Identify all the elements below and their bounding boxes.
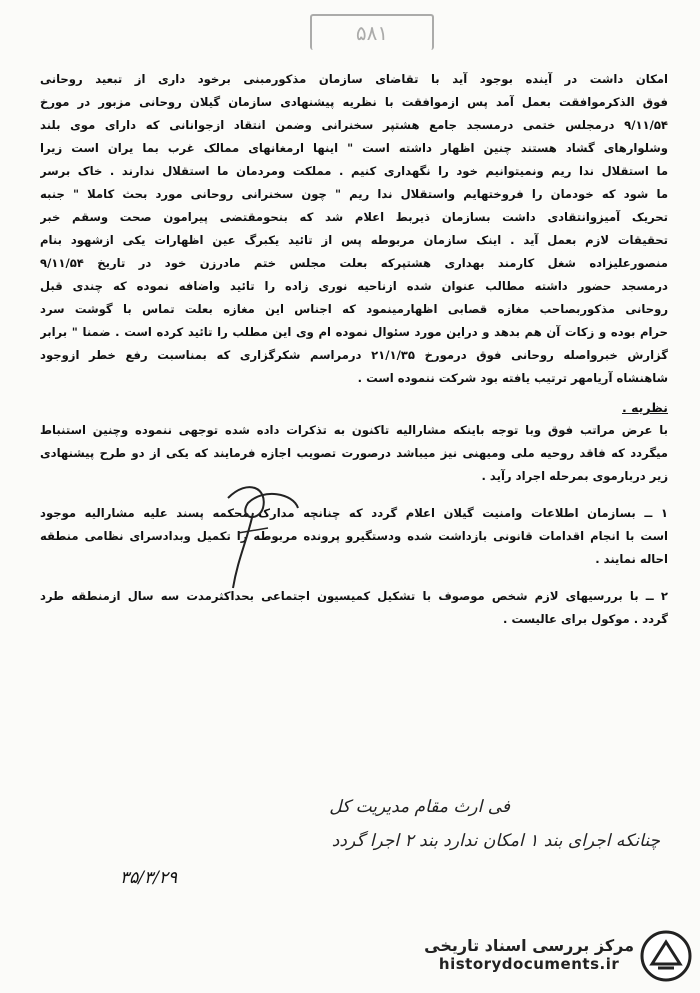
body-line: منصورعلیزاده شغل کارمند بهداری هشتپرکه بعلت مجلس ختم مادرزن خود در تاریخ ۹/۱۱/۵۴ (40, 256, 668, 270)
proposal-line: احاله نمایند . (595, 552, 668, 566)
body-line: تحقیقات لازم بعمل آید . اینک سازمان مربوطه پس از تائید یکبرگ عین اظهارات یکی ازشهود بنام (40, 233, 668, 247)
body-line: وشلوارهای گشاد هستند چنین اظهار داشته است " اینها ارمغانهای ممالک غرب بما یران است زیرا (40, 141, 668, 155)
body-line: حرام بوده و زکات آن هم بدهد و دراین مورد سئوال نموده ام وی این مطلب را تائید کرده است . ضمنا " برابر (40, 325, 668, 339)
handwritten-line-1: فی ارث مقام مدیریت کل (329, 797, 510, 817)
report-paragraph (40, 68, 668, 390)
proposal-line: ۱ ــ بسازمان اطلاعات وامنیت گیلان اعلام گردد که چنانچه مدارک محکمه پسند علیه مشارالیه موجود (40, 506, 668, 520)
body-line: ۹/۱۱/۵۴ درمجلس ختمی درمسجد جامع هشتپر سخنرانی وضمن انتقاد ازجوانانی که دارای موی بلند (40, 118, 668, 132)
proposal-line: ۲ ــ با بررسیهای لازم شخص موصوف با تشکیل کمیسیون اجتماعی بحداکثرمدت سه سال ازمنطقه طرد (40, 589, 668, 603)
opinion-line: با عرض مراتب فوق وبا توجه باینکه مشارالیه تاکنون به تذکرات داده شده توجهی ننموده وچنین استنباط (40, 423, 668, 437)
body-line: امکان داشت در آینده بوجود آید با تقاضای سازمان مذکورمبنی برخود داری از تبعید روحانی (40, 72, 668, 86)
opinion-line: میگردد که فاقد روحیه ملی ومیهنی نیز میباشد درصورت تصویب اجازه فرمایند که یکی از دو طرح پیشنهادی (40, 446, 668, 460)
footer (424, 936, 634, 973)
document-center-logo-icon (640, 930, 692, 982)
stamp-number: ۵٨١ (355, 21, 389, 45)
proposal-item-1 (40, 502, 668, 571)
proposal-number: ۱ ــ (644, 506, 668, 520)
handwritten-mark (208, 478, 308, 598)
body-line: فوق الذکرموافقت بعمل آمد پس ازموافقت با نظریه پیشنهادی سازمان گیلان روحانی مزبور در مورخ (40, 95, 668, 109)
top-stamp (310, 14, 434, 50)
body-line: گزارش خبرواصله روحانی فوق درمورخ ۲۱/۱/۳۵ درمراسم شکرگزاری که بمناسبت رفع خطر ازوجود (40, 348, 668, 362)
handwritten-note (180, 790, 660, 858)
handwritten-date: ۳۵/۳/۲۹ (120, 868, 178, 888)
body-line: ما شود که خودمان را فروختهایم واستقلال ندا ریم " چون سخنرانی روحانی مورد بحث کاملا " جنبه (40, 187, 668, 201)
body-line: شاهنشاه آریامهر ترتیب یافته بود شرکت ننموده است . (357, 371, 668, 385)
proposal-line: است با انجام اقدامات قانونی بازداشت شده ودستگیرو پرونده مربوطه را تکمیل وبدادسرای نظامی منطقه (40, 529, 668, 543)
footer-org-name: مرکز بررسی اسناد تاریخی (424, 936, 634, 955)
proposal-item-2 (40, 585, 668, 631)
proposal-number: ۲ ــ (645, 589, 668, 603)
body-line: تحریک آمیزوانتقادی داشت بسازمان ذیربط اعلام شد که بنحومقتضی پیرامون صحت وسقم خبر (40, 210, 668, 224)
proposal-line: گردد . موکول برای عالیست . (503, 612, 668, 626)
body-line: روحانی مذکوربصاحب مغازه قصابی اظهارمینمود که اجناس این مغازه بعلت تماس با گوشت سرد (40, 302, 668, 316)
body-line: ما استقلال ندا ریم ونمیتوانیم خود را نگهداری کنیم . مملکت ومردمان ما استقلال ندارند . خاک برسر (40, 164, 668, 178)
opinion-line: زیر دربارموی بمرحله اجراد رآید . (481, 469, 668, 483)
opinion-paragraph (40, 419, 668, 488)
handwritten-line-2: چنانکه اجرای بند ۱ امکان ندارد بند ۲ اجرا گردد (331, 831, 660, 851)
footer-url[interactable]: historydocuments.ir (438, 955, 620, 973)
document-body (40, 68, 668, 631)
opinion-heading: نظریه . (621, 400, 668, 415)
body-line: درمسجد حضور داشته مطالب عنوان شده ازناحیه نوری زاده را تائید واضافه نموده که چندی قبل (40, 279, 668, 293)
